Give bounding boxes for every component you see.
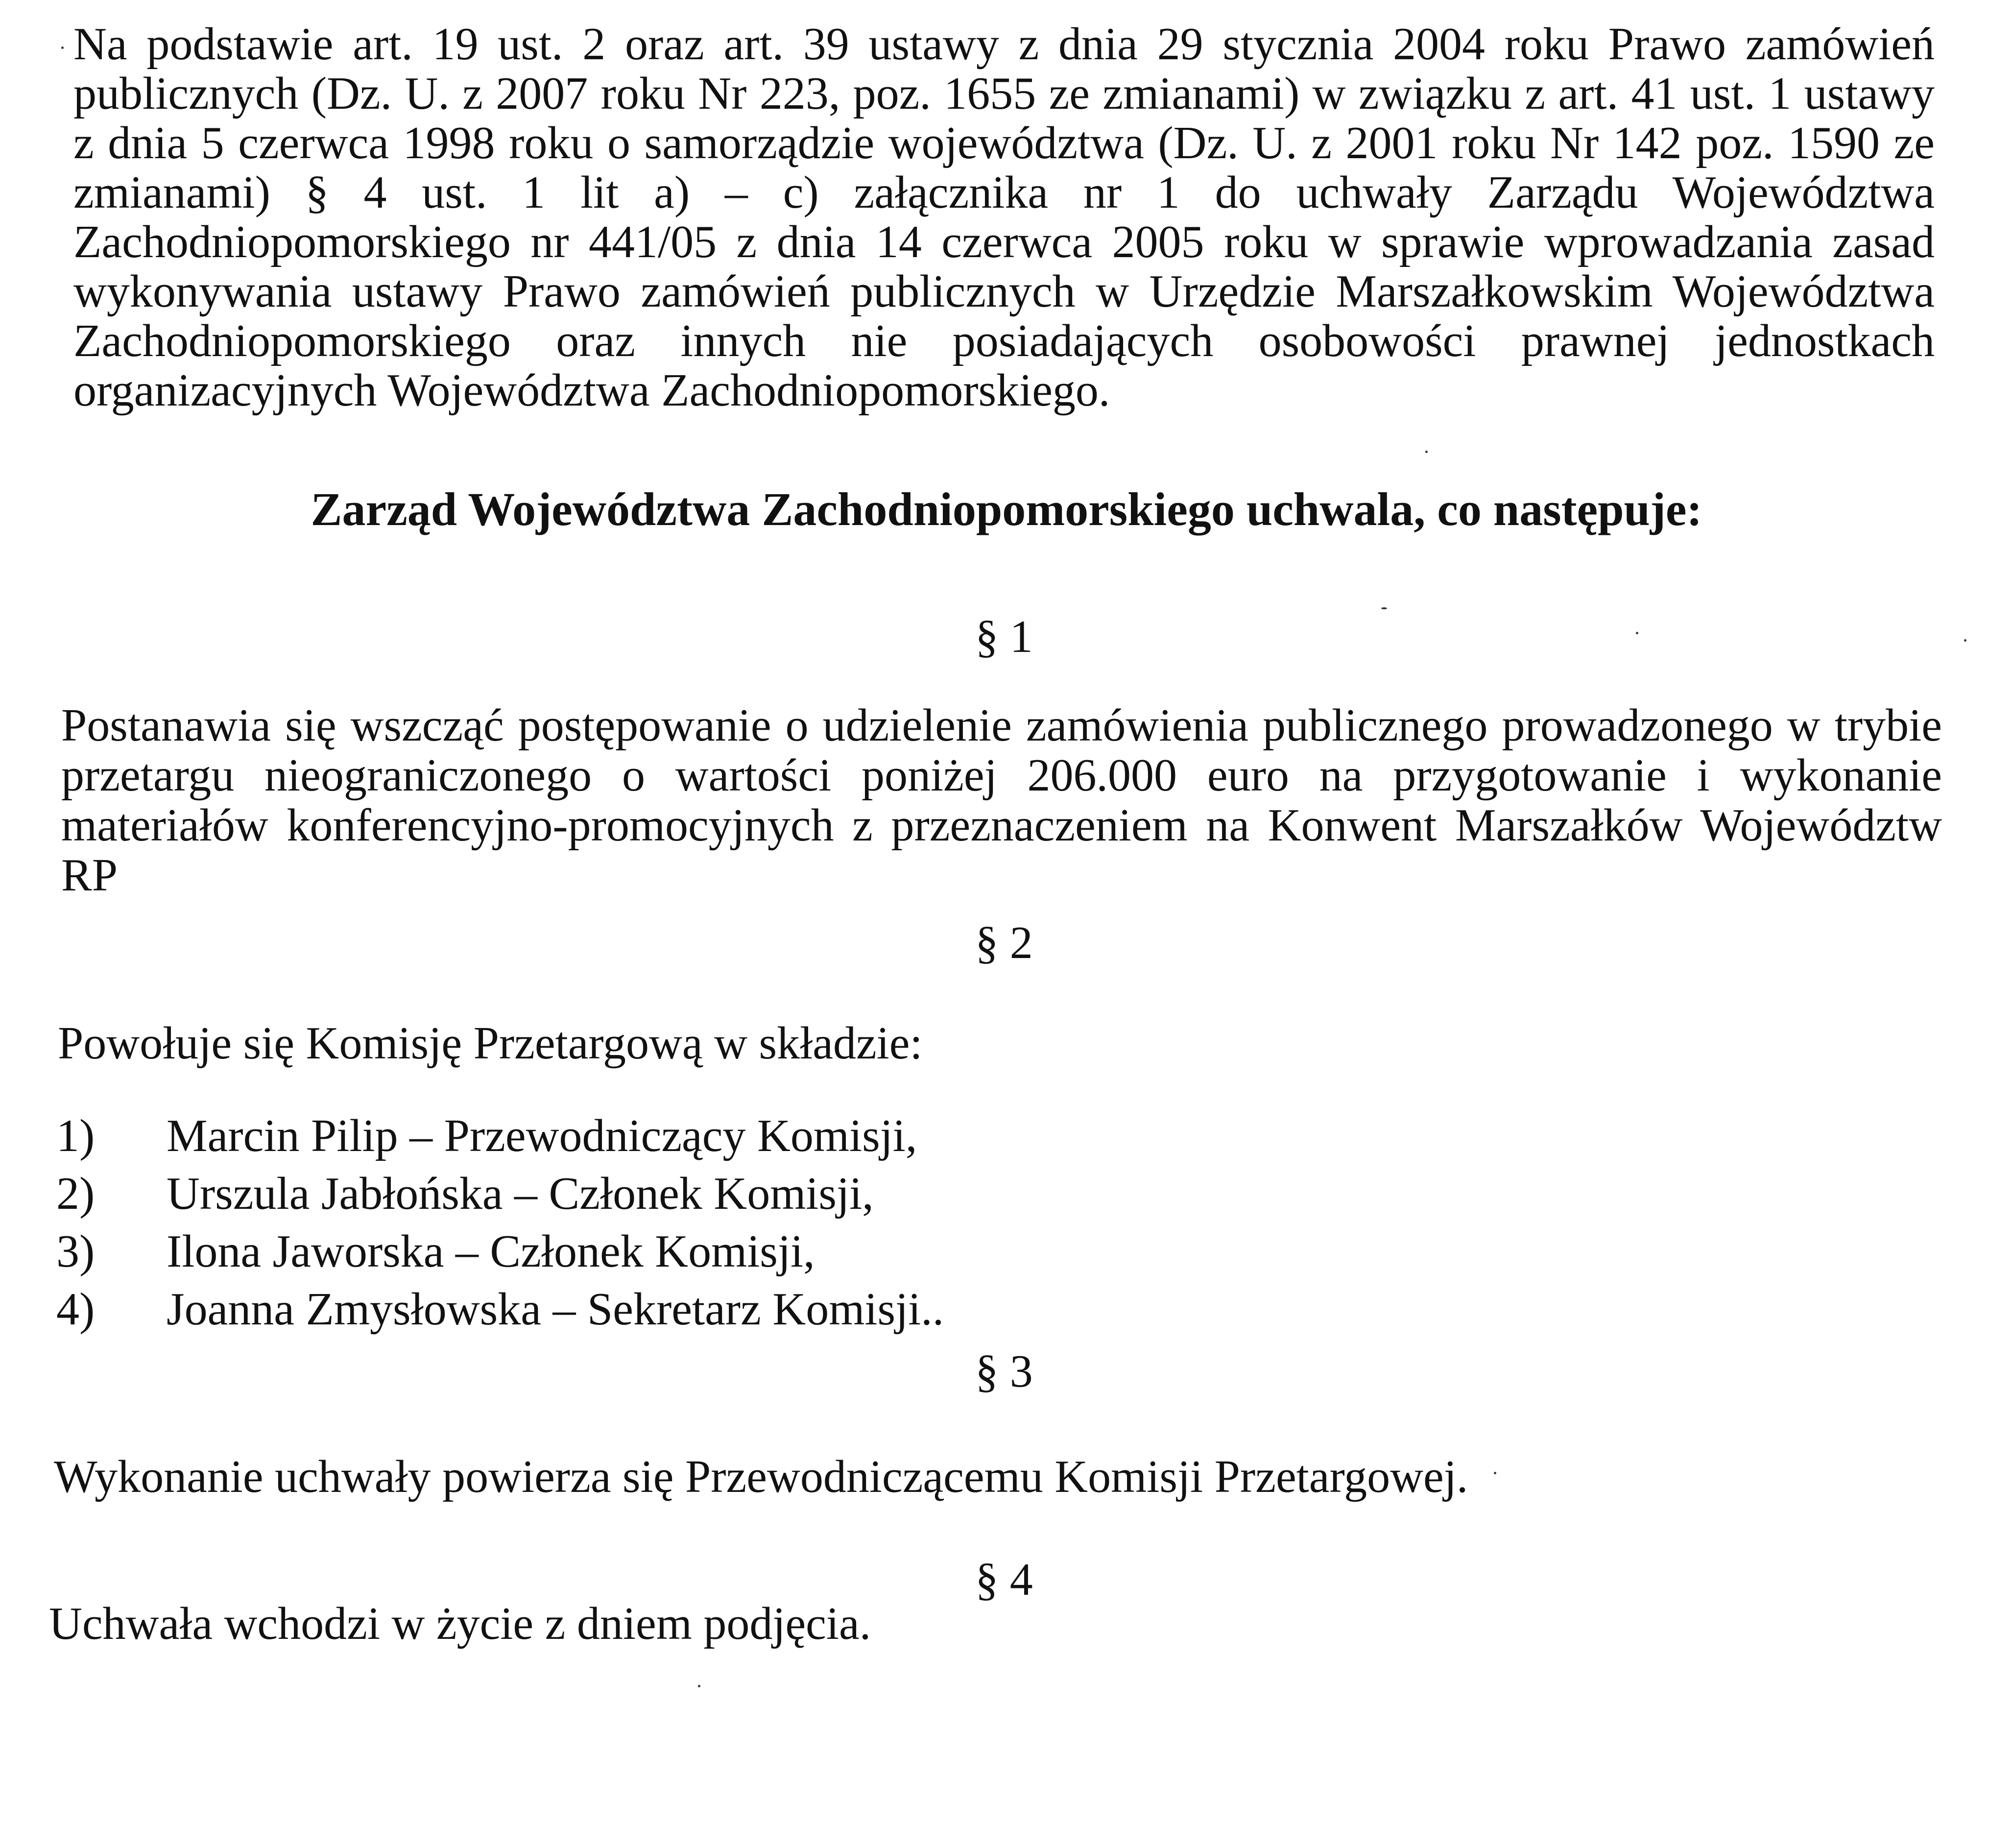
section-2-mark: § 2 <box>975 917 1033 968</box>
list-item-text: Urszula Jabłońska – Członek Komisji, <box>167 1168 874 1219</box>
scan-speck <box>1636 632 1638 634</box>
resolution-heading: Zarząd Województwa Zachodniopomorskiego uchwala, co następuje: <box>311 483 1702 535</box>
scan-speck <box>1494 1472 1496 1474</box>
section-1-mark: § 1 <box>975 611 1033 662</box>
list-item-text: Joanna Zmysłowska – Sekretarz Komisji.. <box>167 1284 944 1335</box>
section-3-mark: § 3 <box>975 1346 1033 1397</box>
section-2-text: Powołuje się Komisję Przetargową w składzie: <box>58 1018 923 1069</box>
list-item <box>56 1107 1134 1165</box>
section-3-text: Wykonanie uchwały powierza się Przewodniczącemu Komisji Przetargowej. <box>54 1451 1468 1502</box>
scan-speck <box>1425 451 1428 453</box>
scan-speck <box>1381 607 1387 609</box>
section-4-text: Uchwała wchodzi w życie z dniem podjęcia. <box>49 1598 871 1649</box>
list-item-text: Marcin Pilip – Przewodniczący Komisji, <box>167 1110 917 1161</box>
list-item-number: 3) <box>56 1226 95 1277</box>
list-item-number: 2) <box>56 1168 95 1219</box>
scan-speck <box>61 47 64 49</box>
commission-members-list <box>56 1107 1134 1338</box>
section-4-mark: § 4 <box>975 1554 1033 1605</box>
list-item-number: 1) <box>56 1110 95 1161</box>
list-item-number: 4) <box>56 1284 95 1335</box>
section-1-text: Postanawia się wszcząć postępowanie o udzielenie zamówienia publicznego prowadzonego w trybie przetargu nieograniczonego o wartości poniżej 206.000 euro na przygotowanie i wykonanie materiałów konferencyjno-promocyjnych z przeznaczeniem na Konwent Marszałków Województw RP <box>61 700 1942 901</box>
list-item <box>56 1165 1134 1223</box>
legal-basis-paragraph: Na podstawie art. 19 ust. 2 oraz art. 39 ustawy z dnia 29 stycznia 2004 roku Prawo zamówień publicznych (Dz. U. z 2007 roku Nr 223, poz. 1655 ze zmianami) w związku z art. 41 ust. 1 ustawy z dnia 5 czerwca 1998 roku o samorządzie województwa (Dz. U. z 2001 roku Nr 142 poz. 1590 ze zmianami) § 4 ust. 1 lit a) – c) załącznika nr 1 do uchwały Zarządu Województwa Zachodniopomorskiego nr 441/05 z dnia 14 czerwca 2005 roku w sprawie wprowadzania zasad wykonywania ustawy Prawo zamówień publicznych w Urzędzie Marszałkowskim Województwa Zachodniopomorskiego oraz innych nie posiadających osobowości prawnej jednostkach organizacyjnych Województwa Zachodniopomorskiego. <box>73 19 1935 416</box>
list-item <box>56 1223 1134 1280</box>
scan-speck <box>698 1685 700 1687</box>
scan-speck <box>1964 639 1966 642</box>
list-item-text: Ilona Jaworska – Członek Komisji, <box>167 1226 815 1277</box>
list-item <box>56 1280 1134 1338</box>
